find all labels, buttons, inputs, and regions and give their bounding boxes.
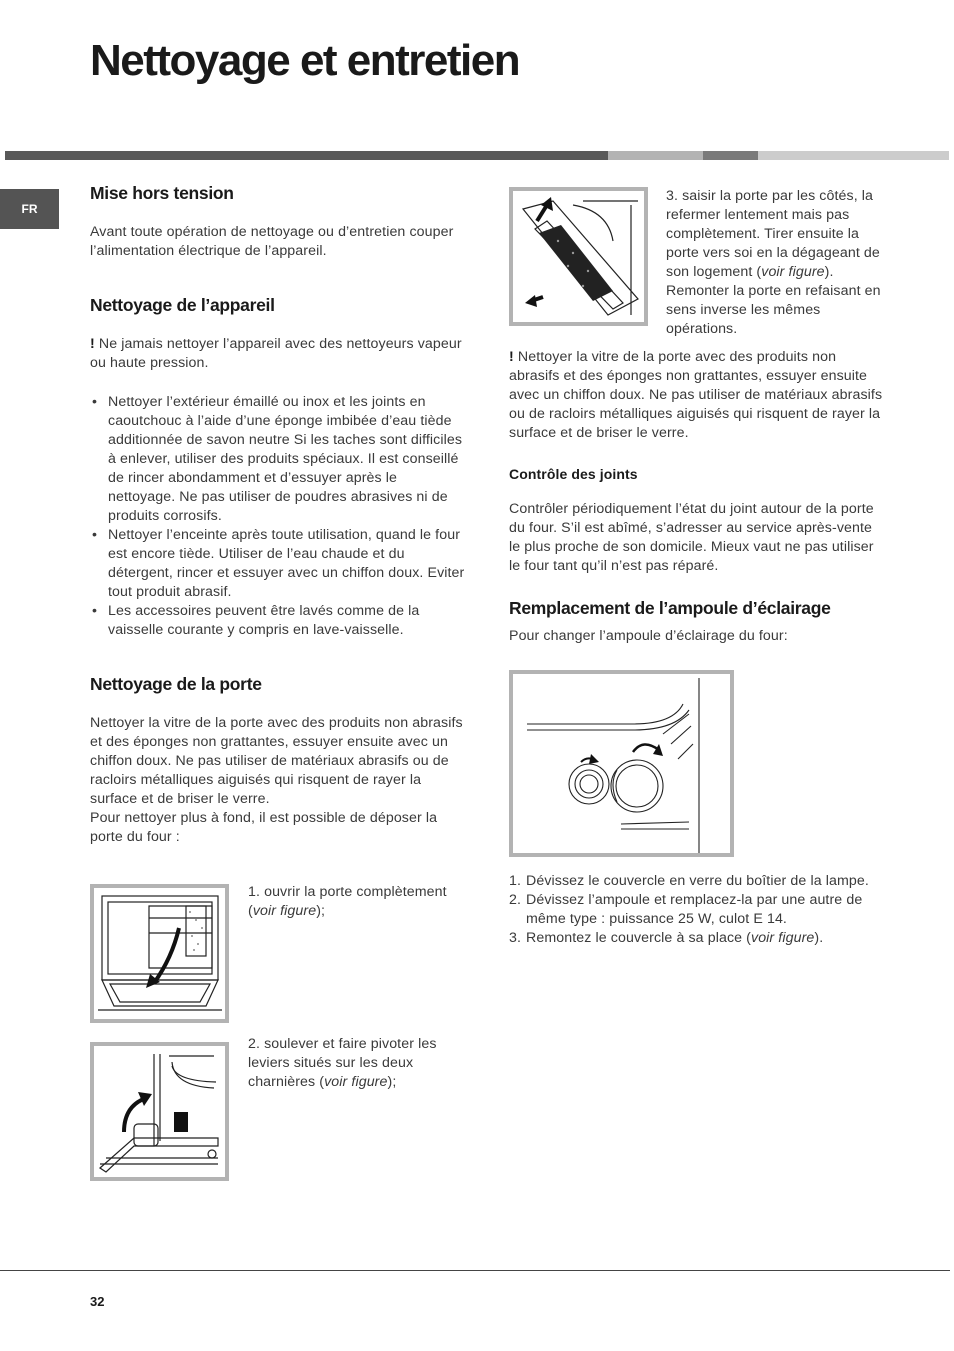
step-number: 2. [509, 892, 522, 908]
list-item: • Les accessoires peuvent être lavés comme de la vaisselle courante y compris en lave-vaisselle. [90, 602, 465, 640]
step-number: 3. [509, 930, 522, 946]
warning-text: Nettoyer la vitre de la porte avec des produits non abrasifs et des éponges non grattantes, essuyer ensuite avec un chiffon doux. Ne pas utiliser de matériaux abrasifs ou de racloirs métalliques aiguisés qui risquent de rayer la surface et de briser le verre. [509, 349, 883, 441]
page-title: Nettoyage et entretien [90, 36, 520, 85]
step-3-caption [666, 187, 886, 339]
list-item [509, 872, 884, 891]
step-2-caption [248, 1035, 463, 1092]
step-1-end: ); [316, 903, 326, 919]
list-item [509, 891, 884, 929]
lamp-figure [509, 670, 734, 857]
seal-check-text: Contrôler périodiquement l’état du joint autour de la porte du four. S’il est abîmé, s’adresser au service après-vente le plus proche de son domicile. Mieux vaut ne pas utiliser le four tant qu’il n’est pas réparé. [509, 501, 874, 574]
step-3-text: 3. saisir la porte par les côtés, la refermer lentement mais pas complètement. Tirer ensuite la porte vers soi en la dégageant de son logement ( [666, 188, 880, 280]
heading-appliance-cleaning: Nettoyage de l’appareil [90, 295, 275, 315]
left-column [90, 184, 465, 847]
list-item [509, 929, 884, 948]
glass-warning [509, 348, 884, 443]
page-number: 32 [90, 1294, 105, 1309]
step-1-see-figure: voir figure [252, 903, 317, 919]
door-removal-icon [513, 191, 644, 322]
appliance-warning [90, 335, 465, 373]
step-1-text: 1. ouvrir la porte complètement ( [248, 884, 447, 919]
step-3-see-figure: voir figure [761, 264, 825, 280]
hinge-figure [90, 1042, 229, 1181]
header-bar-segment-3 [703, 151, 758, 160]
step-see-figure: voir figure [751, 930, 815, 946]
bulb-intro: Pour changer l’ampoule d’éclairage du four: [509, 628, 788, 644]
right-column [509, 348, 884, 646]
step-end: ). [814, 930, 824, 946]
heading-seal-check: Contrôle des joints [509, 466, 638, 482]
bulb-steps [509, 872, 884, 948]
open-door-figure [90, 884, 229, 1023]
header-bar-segment-2 [608, 151, 703, 160]
language-tab: FR [0, 189, 59, 229]
step-3-end: ). Remonter la porte en refaisant en sens inverse les mêmes opérations. [666, 264, 881, 337]
heading-power-off: Mise hors tension [90, 183, 234, 203]
bulb-steps-block [509, 872, 884, 948]
appliance-bullets [90, 393, 465, 640]
warning-mark: ! [90, 336, 95, 352]
oven-lamp-icon [513, 674, 730, 853]
step-1-caption [248, 883, 463, 921]
warning-mark: ! [509, 349, 514, 365]
step-text: Dévissez l’ampoule et remplacez-la par une autre de même type : puissance 25 W, culot E 14. [526, 892, 863, 927]
step-text: Dévissez le couvercle en verre du boîtier de la lampe. [526, 873, 869, 889]
header-bar-segment-1 [5, 151, 608, 160]
footer-rule [0, 1270, 950, 1271]
warning-text: Ne jamais nettoyer l’appareil avec des nettoyeurs vapeur ou haute pression. [90, 336, 462, 371]
heading-bulb-replacement: Remplacement de l’ampoule d’éclairage [509, 598, 831, 618]
power-off-text: Avant toute opération de nettoyage ou d’entretien couper l’alimentation électrique de l’appareil. [90, 224, 454, 259]
oven-door-open-icon [94, 888, 225, 1019]
step-2-end: ); [387, 1074, 397, 1090]
header-bar-segment-4 [758, 151, 949, 160]
list-item: • Nettoyer l’enceinte après toute utilisation, quand le four est encore tiède. Utiliser de l’eau chaude et du détergent, rincer et essuyer avec un chiffon doux. Eviter tout produit abrasif. [90, 526, 465, 602]
hinge-lever-icon [94, 1046, 225, 1177]
door-removal-figure [509, 187, 648, 326]
step-2-text: 2. soulever et faire pivoter les leviers situés sur les deux charnières ( [248, 1036, 437, 1090]
step-2-see-figure: voir figure [324, 1074, 388, 1090]
heading-door-cleaning: Nettoyage de la porte [90, 674, 262, 694]
list-item: • Nettoyer l’extérieur émaillé ou inox et les joints en caoutchouc à l’aide d’une éponge imbibée d’eau tiède additionnée de savon neutre Si les taches sont difficiles à enlever, utiliser des produits spéciaux. Il est conseillé de rincer abondamment et d’essuyer après le nettoyage. Ne pas utiliser de poudres abrasives ni de produits corrosifs. [90, 393, 465, 526]
door-removal-intro: Pour nettoyer plus à fond, il est possible de déposer la porte du four : [90, 810, 438, 845]
door-cleaning-text: Nettoyer la vitre de la porte avec des produits non abrasifs et des éponges non grattantes, essuyer ensuite avec un chiffon doux. Ne pas utiliser de matériaux abrasifs ou de racloirs métalliques aiguisés qui risquent de rayer la surface et de briser le verre. [90, 715, 463, 807]
step-text: Remontez le couvercle à sa place ( [526, 930, 751, 946]
step-number: 1. [509, 873, 522, 889]
